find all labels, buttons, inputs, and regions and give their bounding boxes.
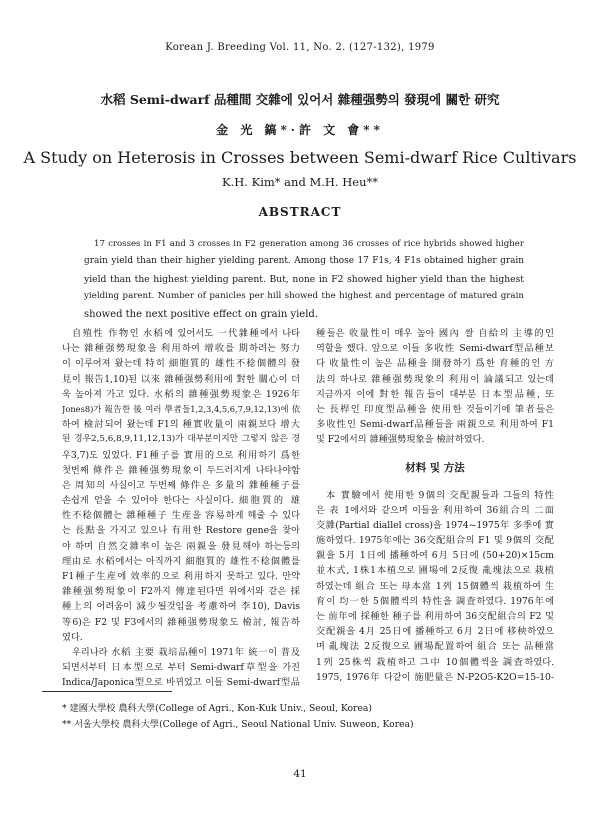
body-line: Indica/Japonica型으로 바뀌었고 이들 Semi-dwarf型品 bbox=[62, 677, 300, 689]
footnote-rule bbox=[42, 691, 172, 692]
body-line: 및 F2에서의 雜種强勢現象을 檢討하였다. bbox=[316, 434, 485, 446]
body-line: 은 表 1에서와 같으며 이들을 利用하여 36組合의 二面 bbox=[316, 504, 554, 516]
body-line: 1975, 1976年 다같이 施肥量은 N-P2O5-K2O=15-10- bbox=[316, 671, 554, 683]
abstract-heading: ABSTRACT bbox=[258, 205, 342, 219]
abstract-line: yielding parent. Number of panicles per hill showed the highest and percentage of matured grain bbox=[84, 291, 524, 302]
body-line: 親을 5月 1日에 播種하여 6月 5日에 (50+20)×15cm bbox=[316, 550, 554, 562]
abstract-line: showed the next positive effect on grain yield. bbox=[84, 308, 318, 320]
page-number: 41 bbox=[293, 768, 307, 780]
korean-authors: 金 光 鎬*·許 文 會** bbox=[216, 123, 384, 137]
body-line: 손쉽게 얻을 수 있어야 한다는 사실이다. 細胞質的 雄 bbox=[62, 495, 300, 507]
left-column bbox=[62, 326, 300, 691]
body-line: 種들은 收量性이 매우 높아 國內 쌀 自給의 主導的인 bbox=[316, 328, 554, 339]
body-line: 交配親을 4月 25日에 播種하고 6月 2日에 移秧하였으 bbox=[316, 626, 554, 638]
body-line: 種上의 어려움이 減少될것임을 考慮하여 李10), Davis bbox=[62, 601, 300, 613]
body-line: 施하였다. 1975年에는 36交配組合의 F1 및 9個의 交配 bbox=[316, 535, 554, 547]
body-line: 多收性인 Semi-dwarf品種들을 兩親으로 利用하여 F1 bbox=[316, 419, 554, 431]
body-line: 역할을 했다. 앞으로 이들 多收性 Semi-dwarf型品種보 bbox=[316, 343, 554, 355]
body-line: 等6)은 F2 및 F3에서의 雜種强勢現象도 檢討, 報告하 bbox=[62, 616, 300, 628]
body-line: 우3,7)도 있었다. F1種子를 實用的으로 利用하기 爲한 bbox=[62, 449, 300, 461]
korean-title: 水稻 Semi-dwarf 品種間 交雜에 있어서 雜種强勢의 發現에 關한 研究 bbox=[100, 92, 500, 107]
body-line: 性不稔個體는 雜種種子 生産을 容易하게 해줄 수 있다 bbox=[62, 510, 300, 522]
body-line: F1種子生産에 效率的으로 利用하지 못하고 있다. 만약 bbox=[62, 571, 300, 582]
english-title: A Study on Heterosis in Crosses between Semi-dwarf Rice Cultivars bbox=[23, 148, 577, 167]
body-line: 見이 報告1,10)된 以來 雜種强勢利用에 對한 關心이 더 bbox=[62, 373, 300, 385]
body-line: 다 收量性이 높은 品種을 開發하기 爲한 育種的인 方 bbox=[316, 358, 554, 370]
body-line: 나는 雜種强勢現象을 利用하여 增收를 期하려는 努力 bbox=[62, 343, 300, 355]
body-line: Jones8)가 報告한 後 여러 學者들1,2,3,4,5,6,7,9,12,13)에 依 bbox=[62, 403, 300, 414]
footnote-affiliation-2: ** 서울大學校 農科大學(College of Agri., Seoul National Univ. Suweon, Korea) bbox=[62, 719, 414, 730]
body-line: 지금까지 이에 對한 報告들이 대부분 日本型品種, 또 bbox=[316, 388, 554, 400]
abstract-line: 17 crosses in F1 and 3 crosses in F2 generation among 36 crosses of rice hybrids showed higher bbox=[94, 239, 524, 249]
section-heading-materials-methods: 材料 및 方法 bbox=[405, 461, 465, 474]
body-line: 되면서부터 日本型으로 부터 Semi-dwarf草型을 가진 bbox=[62, 662, 300, 674]
body-line: 은 周知의 사실이고 두번째 條件은 多量의 雜種種子를 bbox=[62, 479, 300, 491]
body-line: 하였는데 組合 또는 母本當 1列 15個體씩 栽植하여 生 bbox=[316, 580, 554, 592]
body-line: 우리나라 水稻 主要 栽培品種이 1971年 統一이 普及 bbox=[72, 646, 300, 658]
body-line: 야 하며 自然交雜率이 높은 兩親을 發見해야 하는등의 bbox=[62, 540, 300, 552]
body-line: 는 長桿인 印度型品種을 使用한 것들이기에 筆者들은 bbox=[316, 403, 554, 415]
body-line: 交雜(Partial diallel cross)을 1974~1975年 多季에 實 bbox=[316, 519, 554, 531]
body-line: 며 亂塊法 2反復으로 圃場配置하여 組合 또는 品種當 bbox=[316, 641, 554, 653]
body-line: 並木式, 1株1本植으로 圃場에 2反復 亂塊法으로 栽植 bbox=[316, 565, 554, 577]
journal-header: Korean J. Breeding Vol. 11, No. 2. (127-132), 1979 bbox=[165, 42, 435, 53]
body-line: 本 實驗에서 使用한 9個의 交配親들과 그들의 特性 bbox=[326, 489, 554, 501]
body-line: 였다. bbox=[62, 631, 83, 643]
abstract-line: grain yield than their higher yielding parent. Among those 17 F1s, 4 F1s obtained higher grain bbox=[84, 256, 524, 267]
body-line: 된 경우2,5,6,8,9,11,12,13)가 대부분이지만 그렇지 않은 경 bbox=[62, 434, 300, 445]
body-line: 理由로 水稻에서는 아직까지 細胞質的 雄性不稔個體를 bbox=[62, 555, 300, 567]
body-line: 하여 檢討되어 왔는데 F1의 種實收量이 兩親보다 增大 bbox=[62, 419, 300, 431]
body-line: 自殖性 作物인 水稻에 있어서도 一代雜種에서 나타 bbox=[72, 328, 300, 339]
english-authors: K.H. Kim* and M.H. Heu** bbox=[222, 175, 378, 189]
body-line: 는 長點을 가지고 있으나 有用한 Restore gene을 찾아 bbox=[62, 525, 300, 537]
footnote-affiliation-1: * 建國大學校 農科大學(College of Agri., Kon-Kuk Univ., Seoul, Korea) bbox=[62, 703, 372, 714]
body-line: 法의 하나로 雜種强勢現象의 利用이 論議되고 있는데 bbox=[316, 373, 554, 385]
body-line: 첫번째 條件은 雜種强勢現象이 두드러지게 나타나야함 bbox=[62, 464, 300, 476]
abstract-body bbox=[84, 236, 524, 323]
body-line: 雜種强勢現象이 F2까지 傳達된다면 위에서와 같은 採 bbox=[62, 586, 300, 598]
body-line: 이 이루어져 왔는데 特히 細胞質的 雄性不稔個體의 發 bbox=[62, 358, 300, 370]
abstract-line: yield than the highest yielding parent. But, none in F2 showed higher yield than the highest bbox=[84, 273, 524, 285]
body-line: 는 前年에 採種한 種子를 利用하여 36交配組合의 F2 및 bbox=[316, 611, 554, 622]
body-line: 1列 25株씩 栽植하고 그中 10個體씩을 調査하였다. bbox=[316, 656, 554, 668]
right-column bbox=[316, 326, 554, 685]
body-line: 育이 均一한 5個體씩의 特性을 調査하였다. 1976年에 bbox=[316, 595, 554, 607]
body-line: 욱 높아져 가고 있다. 水稻의 雜種强勢現象은 1926年 bbox=[62, 388, 300, 400]
